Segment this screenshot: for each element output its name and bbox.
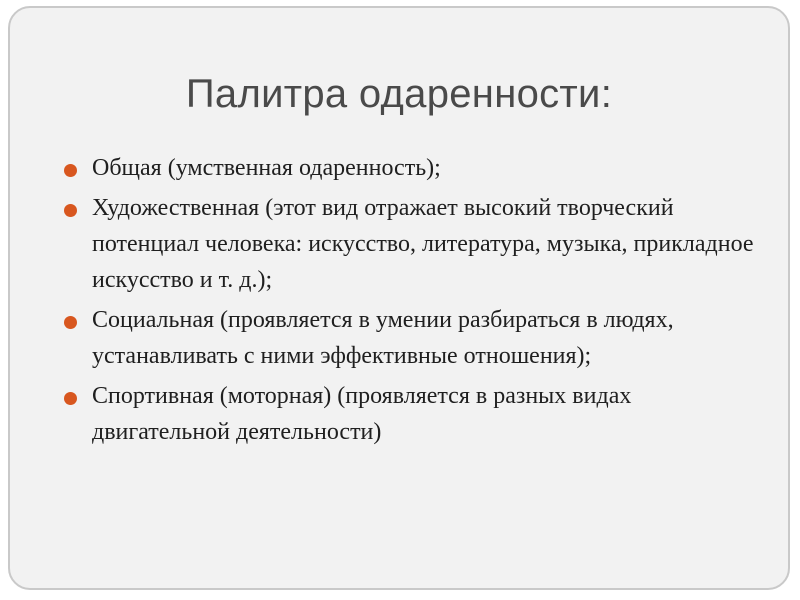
bullet-item-social xyxy=(62,302,762,374)
slide-frame xyxy=(8,6,790,590)
bullet-text: Общая (умственная одаренность); xyxy=(92,155,441,181)
bullet-item-artistic xyxy=(62,190,762,298)
bullet-dot-icon xyxy=(64,164,77,177)
bullet-text: Социальная (проявляется в умении разбираться в людях, устанавливать с ними эффективные отношения); xyxy=(92,307,674,369)
slide-title: Палитра одаренности: xyxy=(185,72,613,116)
bullet-item-sport xyxy=(62,378,762,450)
bullet-item-general xyxy=(62,150,762,186)
bullet-dot-icon xyxy=(64,316,77,329)
bullet-dot-icon xyxy=(64,392,77,405)
bullet-list xyxy=(62,150,762,454)
bullet-text: Спортивная (моторная) (проявляется в разных видах двигательной деятельности) xyxy=(92,383,632,445)
bullet-text: Художественная (этот вид отражает высокий творческий потенциал человека: искусство, литература, музыка, прикладное искусство и т. д.); xyxy=(92,195,754,293)
bullet-dot-icon xyxy=(64,204,77,217)
